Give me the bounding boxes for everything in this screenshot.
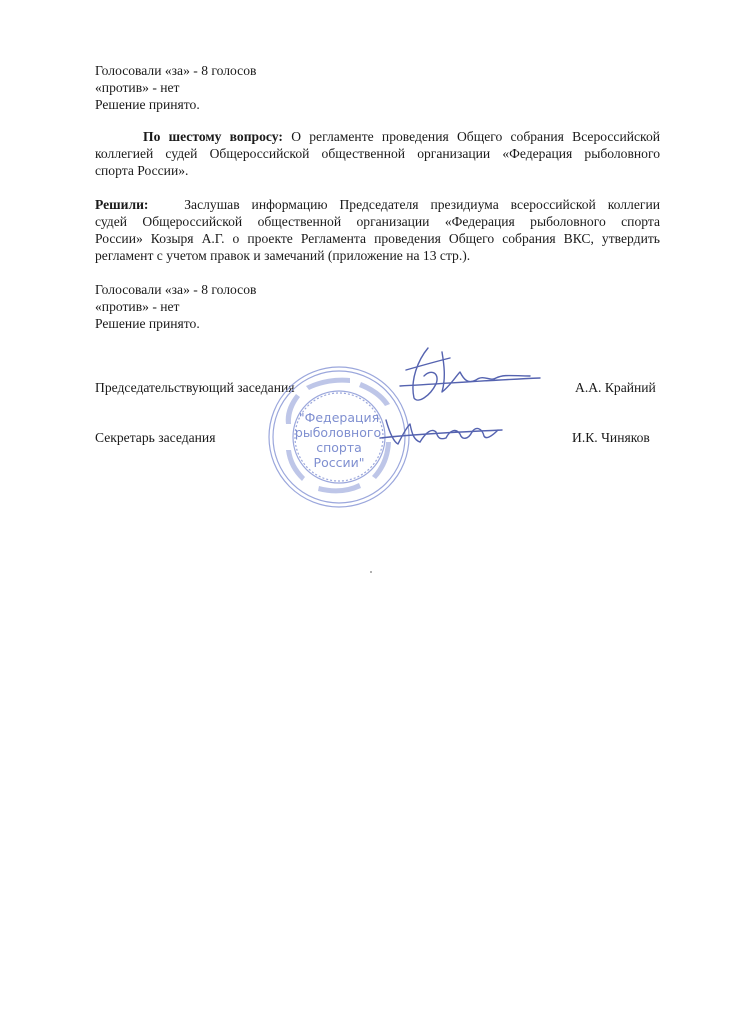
- stamp-text-2: рыболовного: [294, 425, 382, 440]
- vote2-result: Решение принято.: [95, 316, 200, 331]
- stamp-text-3: спорта: [316, 440, 362, 455]
- vote1-result: Решение принято.: [95, 97, 200, 112]
- vote2-for: Голосовали «за» - 8 голосов: [95, 282, 257, 297]
- chair-signature: [380, 340, 550, 410]
- question-6-paragraph: [95, 128, 660, 179]
- secretary-signature: [376, 410, 506, 456]
- chair-role: Председательствующий заседания: [95, 380, 295, 395]
- secretary-name: И.К. Чиняков: [572, 430, 650, 445]
- decision-text-1: Заслушав информацию Председателя президиума всероссийской коллегии: [184, 197, 660, 212]
- vote2-against: «против» - нет: [95, 299, 180, 314]
- decision-label: Решили:: [95, 197, 149, 212]
- question-6-text-3: спорта России».: [95, 163, 189, 178]
- decision-paragraph: [95, 196, 660, 264]
- stamp-text-1: "Федерация: [298, 410, 380, 425]
- scan-speck: [370, 571, 372, 573]
- question-6-text-2: коллегией судей Общероссийской общественной организации «Федерация рыболовного: [95, 146, 660, 161]
- question-6-label: По шестому вопросу:: [143, 129, 283, 144]
- secretary-role: Секретарь заседания: [95, 430, 216, 445]
- question-6-text-1: О регламенте проведения Общего собрания Всероссийской: [291, 129, 661, 144]
- decision-text-2: судей Общероссийской общественной организации «Федерация рыболовного спорта: [95, 214, 660, 229]
- stamp-text-4: России": [313, 455, 365, 470]
- decision-text-3: России» Козыря А.Г. о проекте Регламента проведения Общего собрания ВКС, утвердить: [95, 231, 660, 246]
- chair-name: А.А. Крайний: [575, 380, 656, 395]
- vote1-for: Голосовали «за» - 8 голосов: [95, 63, 257, 78]
- vote1-against: «против» - нет: [95, 80, 180, 95]
- decision-text-4: регламент с учетом правок и замечаний (приложение на 13 стр.).: [95, 248, 471, 263]
